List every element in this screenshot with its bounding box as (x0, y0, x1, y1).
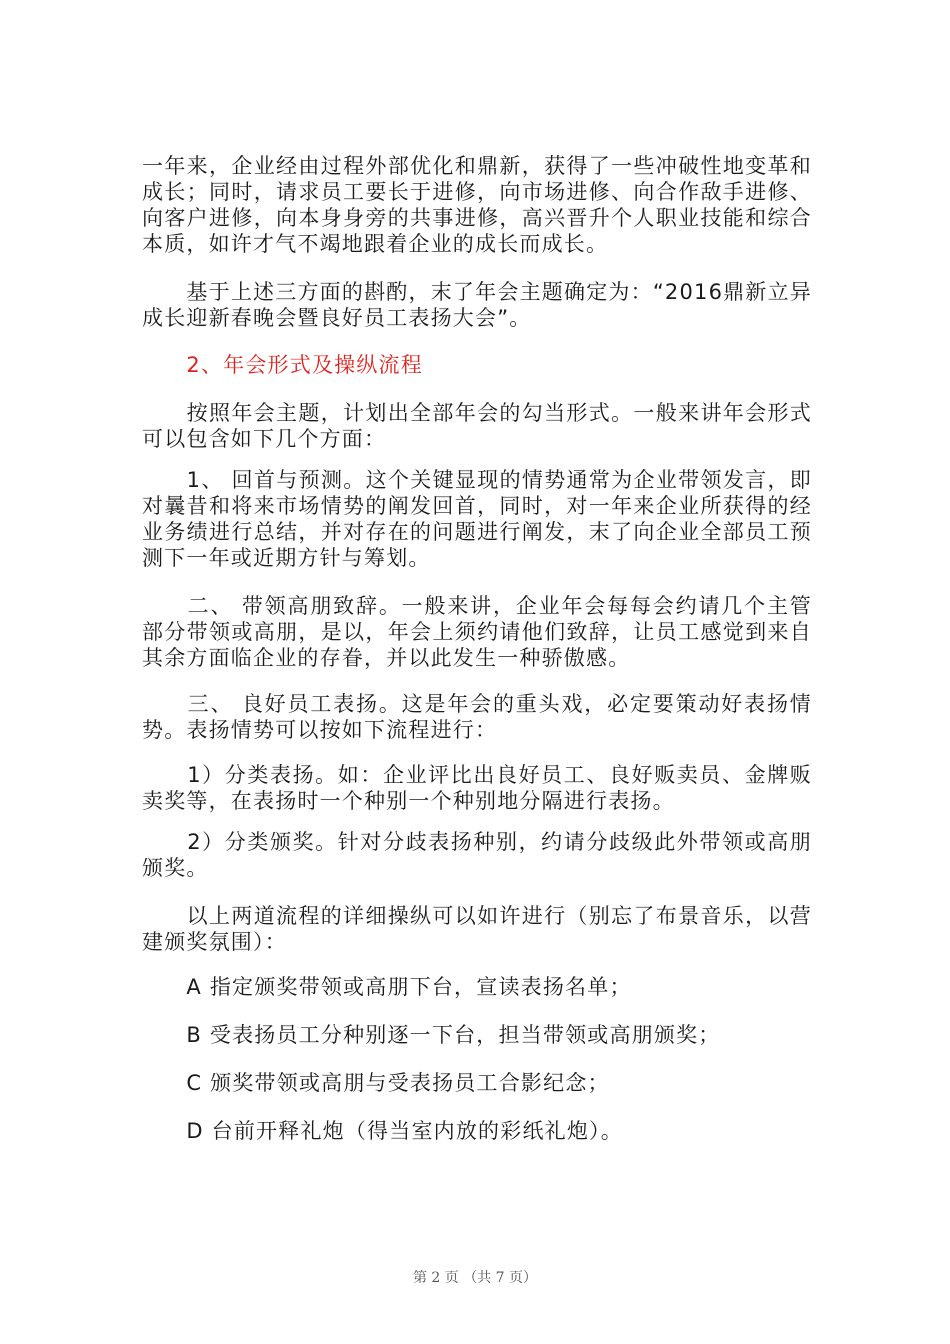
paragraph-theme: 基于上述三方面的斟酌，末了年会主题确定为：“2016鼎新立异成长迎新春晚会暨良好员工表扬大会”。 (142, 280, 812, 330)
paragraph-procedure: 以上两道流程的详细操纵可以如许进行（别忘了布景音乐，以营建颁奖氛围）： (142, 904, 812, 954)
list-item-b: B 受表扬员工分种别逐一下台，担当带领或高朋颁奖； (142, 1023, 721, 1047)
list-item-d: D 台前开释礼炮（得当室内放的彩纸礼炮）。 (142, 1119, 623, 1143)
paragraph-review: 1、 回首与预测。这个关键显现的情势通常为企业带领发言，即对曩昔和将来市场情势的阐发回首，同时，对一年来企业所获得的经业务绩进行总结，并对存在的问题进行阐发，末了向企业全部员工预测下一年或近期方针与筹划。 (142, 468, 812, 570)
list-item-a: A 指定颁奖带领或高朋下台，宣读表扬名单； (142, 975, 632, 999)
section-heading: 2、年会形式及操纵流程 (142, 353, 423, 377)
paragraph-category-awards: 1）分类表扬。如：企业评比出良好员工、良好贩卖员、金牌贩卖奖等，在表扬时一个种别一个种别地分隔进行表扬。 (142, 763, 812, 813)
paragraph-category-presenting: 2）分类颁奖。针对分歧表扬种别，约请分歧级此外带领或高朋颁奖。 (142, 830, 812, 880)
paragraph-growth: 一年来，企业经由过程外部优化和鼎新，获得了一些冲破性地变革和成长；同时，请求员工要长于进修，向市场进修、向合作敌手进修、向客户进修，向本身身旁的共事进修，高兴晋升个人职业技能和综合本质，如许才气不竭地跟着企业的成长而成长。 (142, 154, 812, 256)
paragraph-speech: 二、 带领高朋致辞。一般来讲，企业年会每每会约请几个主管部分带领或高朋，是以，年会上须约请他们致辞，让员工感觉到来自其余方面临企业的存眷，并以此发生一种骄傲感。 (142, 594, 812, 670)
page-footer: 第 2 页 （共 7 页） (412, 1270, 538, 1286)
paragraph-format-intro: 按照年会主题，计划出全部年会的勾当形式。一般来讲年会形式可以包含如下几个方面： (142, 401, 812, 451)
list-item-c: C 颁奖带领或高朋与受表扬员工合影纪念； (142, 1071, 610, 1095)
paragraph-awards: 三、 良好员工表扬。这是年会的重头戏，必定要策动好表扬情势。表扬情势可以按如下流程进行： (142, 692, 812, 742)
